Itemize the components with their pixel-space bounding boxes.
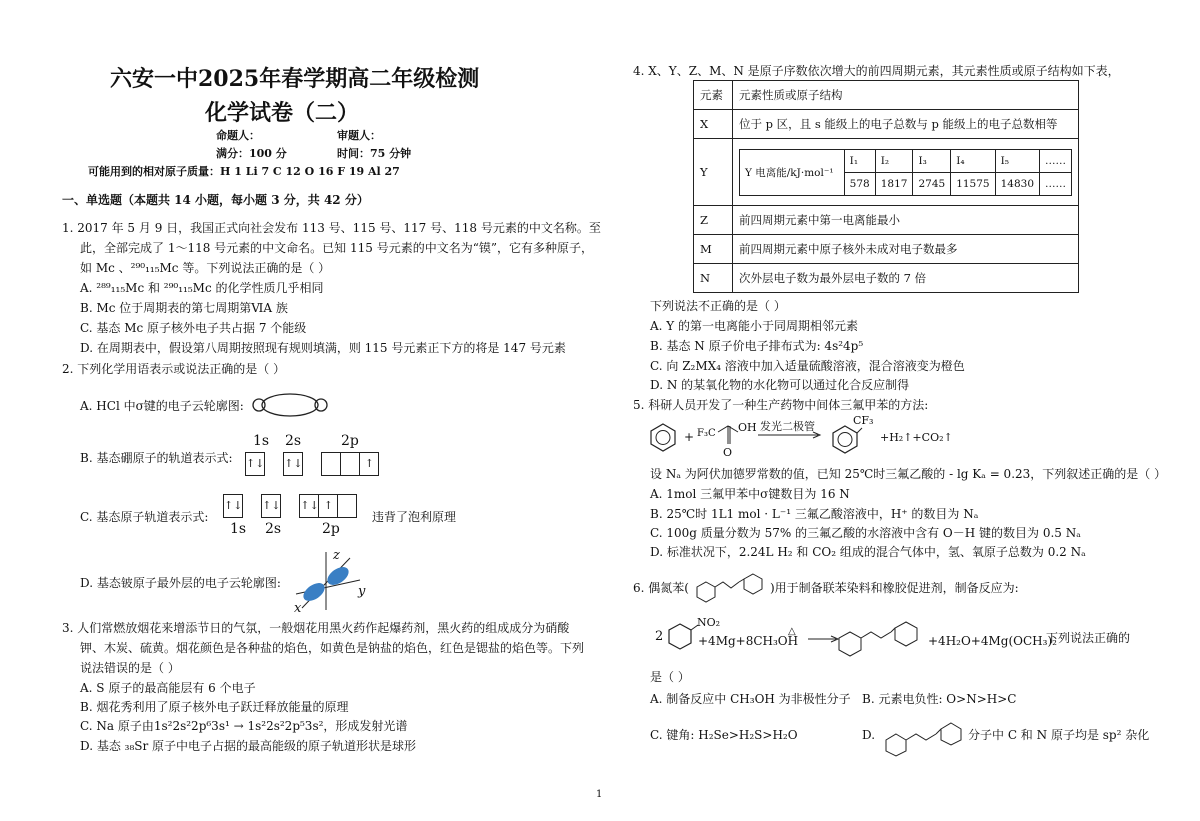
ie-value: …… — [1040, 172, 1072, 195]
pauli-orbital-diagram — [223, 494, 357, 518]
atomic-masses: 可能用到的相对原子质量：H 1 Li 7 C 12 O 16 F 19 Al 27 — [88, 165, 400, 178]
q4-stem: 4. X、Y、Z、M、N 是原子序数依次增大的前四周期元素，其元素性质或原子结构如下表， — [633, 64, 1120, 78]
q5-option-a: A. 1mol 三氟甲苯中σ键数目为 16 N — [650, 487, 850, 501]
q6-stem-pre: 6. 偶氮苯( — [633, 581, 689, 595]
element-properties-table — [693, 80, 1079, 293]
ie-value: 14830 — [995, 172, 1039, 195]
q1-stem-line2: 此，全部完成了 1～118 号元素的中文命名。已知 115 号元素的中文名为“镆”，它有多种原子， — [80, 241, 593, 255]
property-cell: 位于 p 区，且 s 能级上的电子总数与 p 能级上的电子总数相等 — [733, 110, 1079, 139]
q6-reactants: +4Mg+8CH₃OH — [698, 634, 799, 648]
q6-tail2: 是（ ） — [650, 670, 690, 684]
o-label: O — [723, 446, 733, 459]
trifluorotoluene-ring-icon — [830, 424, 860, 454]
axis-y-label: y — [358, 584, 366, 599]
q3-stem-line2: 钾、木炭、硫黄。烟花颜色是各种盐的焰色，如黄色是钠盐的焰色，红色是锶盐的焰色等。下列 — [80, 641, 585, 655]
q2-option-d: D. 基态铍原子最外层的电子云轮廓图: — [80, 576, 281, 590]
axis-z-label: z — [333, 548, 340, 563]
ie-value: 11575 — [951, 172, 995, 195]
ie-head: I₅ — [995, 149, 1039, 172]
element-cell: X — [694, 110, 733, 139]
ionization-energy-table — [739, 149, 1072, 196]
ie-head: …… — [1040, 149, 1072, 172]
q2-option-c: C. 基态原子轨道表示式: — [80, 510, 209, 524]
ie-label: Y 电离能/kJ·mol⁻¹ — [740, 149, 845, 195]
orbital-box: ↑↓ — [245, 452, 265, 476]
property-cell: 前四周期元素中原子核外未成对电子数最多 — [733, 235, 1079, 264]
ie-value: 2745 — [913, 172, 951, 195]
orbital-box — [321, 452, 341, 476]
q5-option-d: D. 标准状况下，2.24L H₂ 和 CO₂ 组成的混合气体中，氢、氧原子总数为 0.2 Nₐ — [650, 545, 1086, 559]
header-cell: 元素性质或原子结构 — [733, 81, 1079, 110]
q6-products: +4H₂O+4Mg(OCH₃)₂ — [928, 634, 1057, 648]
azobenzene-structure-icon — [693, 570, 771, 604]
q5-given: 设 Nₐ 为阿伏加德罗常数的值，已知 25℃时三氟乙酸的 - lg Kₐ = 0.23，下列叙述正确的是（ ） — [650, 467, 1167, 481]
q1-stem-line3: 如 Mc 、²⁹⁰₁₁₅Mc 等。下列说法正确的是（ ） — [80, 261, 331, 275]
ie-value: 578 — [844, 172, 875, 195]
setter-label: 命题人： — [216, 129, 260, 142]
axis-x-label: x — [294, 601, 302, 616]
reviewer-label: 审题人： — [337, 129, 381, 142]
coef-label: 2 — [655, 629, 664, 644]
q4-option-d: D. N 的某氧化物的水化物可以通过化合反应制得 — [650, 378, 910, 392]
heat-condition: △ — [788, 626, 796, 637]
q6-option-c: C. 键角: H₂Se>H₂S>H₂O — [650, 728, 798, 742]
oh-label: OH — [738, 421, 757, 434]
q1-stem-line1: 1. 2017 年 5 月 9 日，我国正式向社会发布 113 号、115 号、117 号、118 号元素的中文名称。至 — [62, 221, 601, 235]
q1-option-c: C. 基态 Mc 原子核外电子共占据 7 个能级 — [80, 321, 307, 335]
q6-option-a: A. 制备反应中 CH₃OH 为非极性分子 — [650, 692, 851, 706]
reaction-condition: 发光二极管 — [760, 420, 815, 433]
c-label-2p: 2p — [322, 521, 340, 537]
azobenzene-option-icon — [883, 716, 971, 756]
table-header-row — [694, 81, 1079, 110]
pauli-note: 违背了泡利原理 — [372, 510, 457, 524]
q5-option-b: B. 25℃时 1L1 mol · L⁻¹ 三氟乙酸溶液中，H⁺ 的数目为 Nₐ — [650, 507, 979, 521]
cf3-reagent-label: F₃C — [697, 428, 716, 439]
hcl-sigma-cloud-diagram — [250, 391, 330, 419]
orbital-box: ↑↓ — [223, 494, 243, 518]
q2-option-b: B. 基态硼原子的轨道表示式: — [80, 451, 233, 465]
ie-head: I₄ — [951, 149, 995, 172]
page-number: 1 — [596, 789, 603, 800]
ie-head: I₂ — [875, 149, 913, 172]
ionization-cell — [733, 139, 1079, 206]
no2-label: NO₂ — [697, 616, 721, 629]
q1-option-d: D. 在周期表中，假设第八周期按照现有规则填满，则 115 号元素正下方的将是 147 号元素 — [80, 341, 566, 355]
q6-option-d-post: 分子中 C 和 N 原子均是 sp² 杂化 — [968, 728, 1150, 742]
q6-stem-post: )用于制备联苯染料和橡胶促进剂，制备反应为: — [770, 581, 1019, 595]
property-cell: 次外层电子数为最外层电子数的 7 倍 — [733, 264, 1079, 293]
b-label-1s: 1s — [253, 433, 270, 449]
element-cell: M — [694, 235, 733, 264]
q2-option-a: A. HCl 中σ键的电子云轮廓图: — [80, 399, 244, 413]
reaction-arrow-icon — [758, 431, 824, 439]
orbital-box: ↑↓ — [261, 494, 281, 518]
table-row — [694, 110, 1079, 139]
q1-option-b: B. Mc 位于周期表的第七周期第ⅥA 族 — [80, 301, 288, 315]
c-label-2s: 2s — [265, 521, 282, 537]
table-row — [694, 206, 1079, 235]
boron-orbital-diagram — [245, 452, 379, 476]
table-row — [694, 139, 1079, 206]
q4-ask: 下列说法不正确的是（ ） — [650, 299, 786, 313]
q5-stem: 5. 科研人员开发了一种生产药物中间体三氟甲苯的方法: — [633, 398, 929, 412]
element-cell: Z — [694, 206, 733, 235]
q3-option-b: B. 烟花秀利用了原子核外电子跃迁释放能量的原理 — [80, 700, 349, 714]
cf3-product-label: CF₃ — [853, 414, 874, 427]
section-heading: 一、单选题（本题共 14 小题，每小题 3 分，共 42 分） — [62, 193, 369, 207]
q6-option-b: B. 元素电负性: O>N>H>C — [862, 692, 1017, 706]
q5-plus: + — [684, 430, 695, 444]
ie-value: 1817 — [875, 172, 913, 195]
exam-subtitle: 化学试卷（二） — [205, 100, 360, 126]
time-limit: 时间：75 分钟 — [337, 147, 412, 160]
q3-option-c: C. Na 原子由1s²2s²2p⁶3s¹ → 1s²2s²2p⁵3s²，形成发射光谱 — [80, 719, 408, 733]
exam-title: 六安一中2025年春学期高二年级检测 — [110, 66, 480, 92]
q4-option-a: A. Y 的第一电离能小于同周期相邻元素 — [650, 319, 859, 333]
orbital-box: ↑↓ — [299, 494, 319, 518]
ie-head: I₁ — [844, 149, 875, 172]
property-cell: 前四周期元素中第一电离能最小 — [733, 206, 1079, 235]
element-cell: Y — [694, 139, 733, 206]
element-cell: N — [694, 264, 733, 293]
q6-tail: 下列说法正确的 — [1046, 631, 1131, 645]
q5-option-c: C. 100g 质量分数为 57% 的三氟乙酸的水溶液中含有 O－H 键的数目为 0.5 Nₐ — [650, 526, 1081, 540]
orbital-box — [338, 494, 357, 518]
c-label-1s: 1s — [230, 521, 247, 537]
b-label-2p: 2p — [341, 433, 359, 449]
q5-byproducts: +H₂↑+CO₂↑ — [880, 431, 953, 444]
q3-stem-line1: 3. 人们常燃放烟花来增添节日的气氛，一般烟花用黑火药作起爆药剂，黑火药的组成成分为硝酸 — [62, 621, 570, 635]
header-cell: 元素 — [694, 81, 733, 110]
orbital-box: ↑ — [360, 452, 379, 476]
q3-option-a: A. S 原子的最高能层有 6 个电子 — [80, 681, 256, 695]
q3-stem-line3: 说法错误的是（ ） — [80, 661, 180, 675]
q2-stem: 2. 下列化学用语表示或说法正确的是（ ） — [62, 362, 286, 376]
orbital-box: ↑↓ — [283, 452, 303, 476]
benzene-ring-icon — [648, 422, 678, 452]
q1-option-a: A. ²⁸⁹₁₁₅Mc 和 ²⁹⁰₁₁₅Mc 的化学性质几乎相同 — [80, 281, 324, 295]
orbital-box: ↑ — [319, 494, 338, 518]
ie-head: I₃ — [913, 149, 951, 172]
b-label-2s: 2s — [285, 433, 302, 449]
q4-option-b: B. 基态 N 原子价电子排布式为: 4s²4p⁵ — [650, 339, 864, 353]
table-row — [694, 235, 1079, 264]
table-row — [694, 264, 1079, 293]
azobenzene-product-icon — [836, 612, 926, 658]
full-score: 满分：100 分 — [216, 147, 287, 160]
q6-option-d-pre: D. — [862, 728, 876, 742]
q4-option-c: C. 向 Z₂MX₄ 溶液中加入适量硫酸溶液，混合溶液变为橙色 — [650, 359, 965, 373]
orbital-box — [341, 452, 360, 476]
q3-option-d: D. 基态 ₃₈Sr 原子中电子占据的最高能级的原子轨道形状是球形 — [80, 739, 417, 753]
